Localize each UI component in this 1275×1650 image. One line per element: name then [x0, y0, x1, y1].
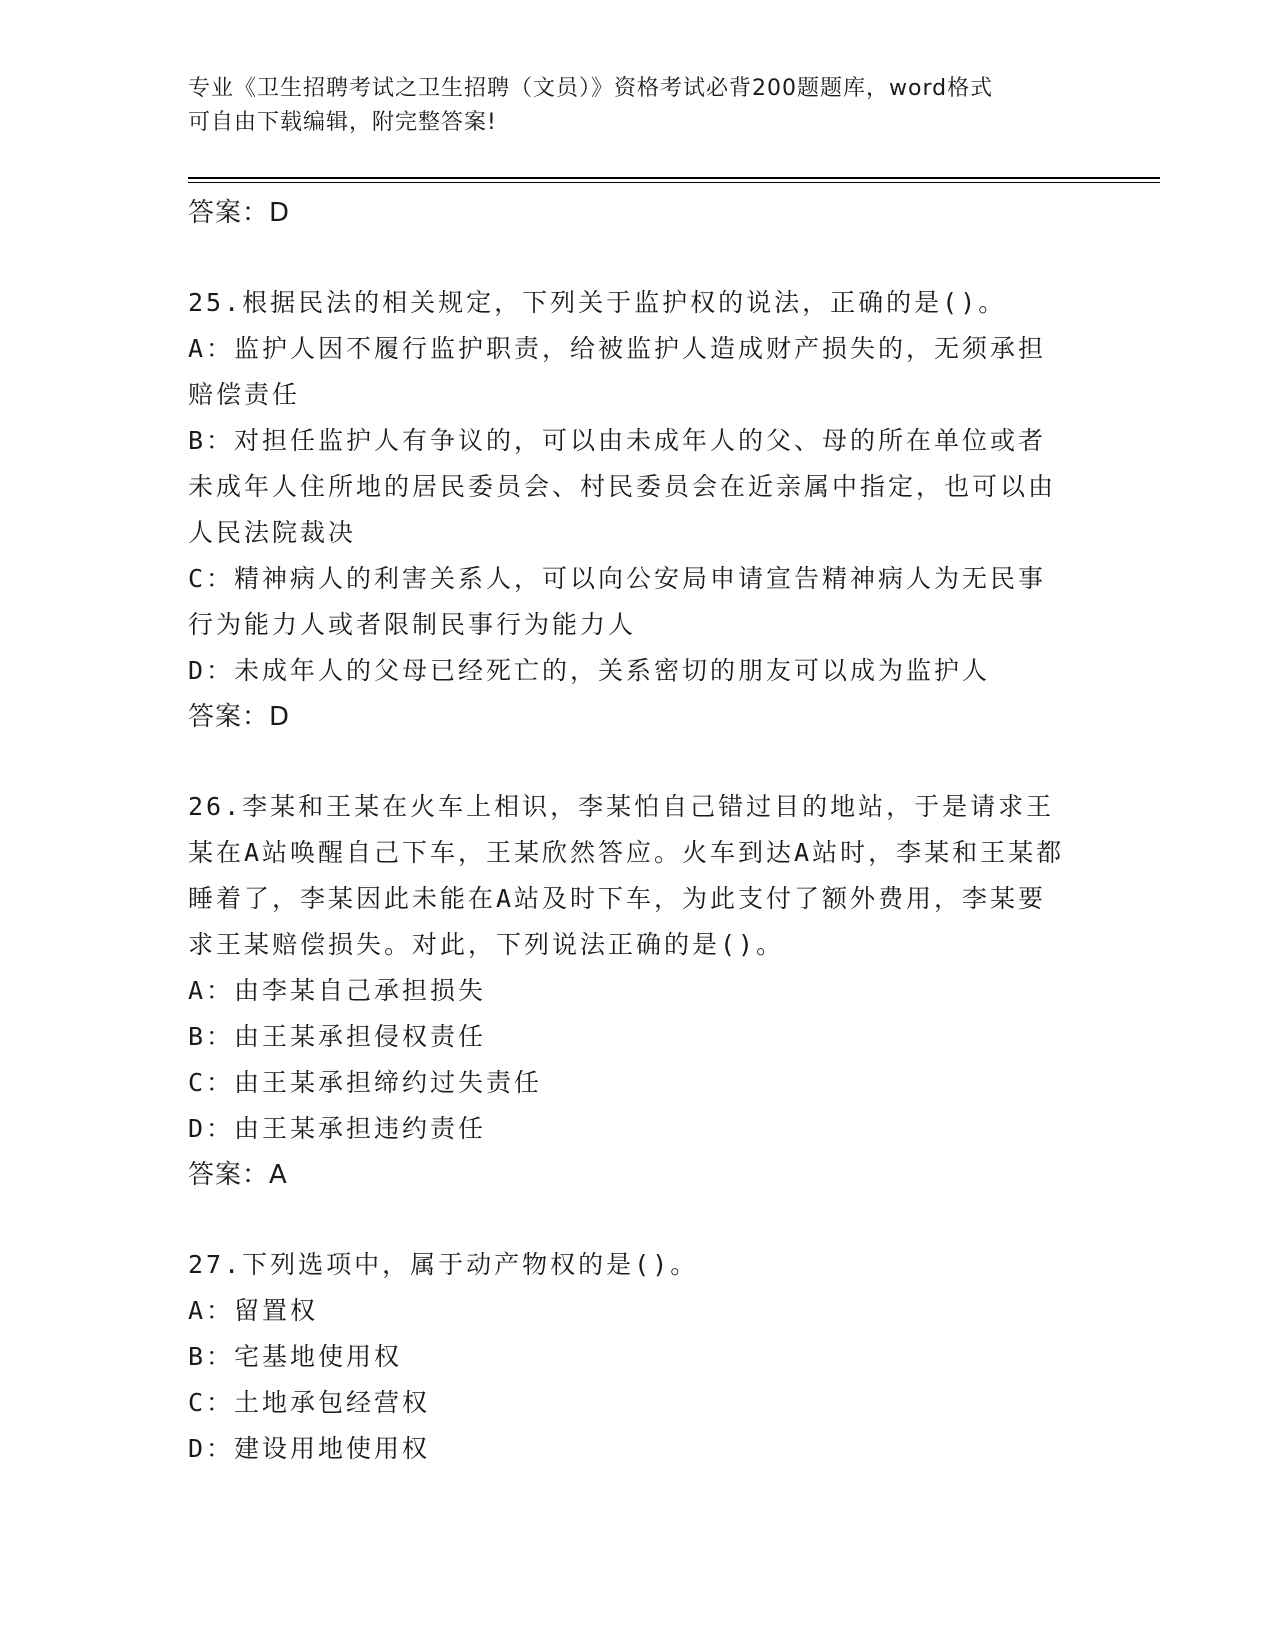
header-title-line-2: 可自由下载编辑，附完整答案!	[188, 110, 497, 135]
option-a: A：监护人因不履行监护职责，给被监护人造成财产损失的，无须承担赔偿责任	[188, 334, 1047, 409]
question-25	[188, 280, 1088, 740]
option-d: D：由王某承担违约责任	[188, 1114, 487, 1143]
option-d: D：未成年人的父母已经死亡的，关系密切的朋友可以成为监护人	[188, 656, 991, 685]
question-stem: 25.根据民法的相关规定，下列关于监护权的说法，正确的是()。	[188, 288, 1007, 317]
question-26	[188, 784, 1088, 1198]
question-stem: 27.下列选项中，属于动产物权的是()。	[188, 1250, 699, 1279]
document-body	[188, 190, 1088, 1472]
option-a: A：留置权	[188, 1296, 319, 1325]
question-stem: 26.李某和王某在火车上相识，李某怕自己错过目的地站，于是请求王某在A站唤醒自己下车，王某欣然答应。火车到达A站时，李某和王某都睡着了，李某因此未能在A站及时下车，为此支付了额外费用，李某要求王某赔偿损失。对此，下列说法正确的是()。	[188, 792, 1065, 959]
option-b: B：宅基地使用权	[188, 1342, 403, 1371]
option-a: A：由李某自己承担损失	[188, 976, 487, 1005]
question-answer: 答案：D	[188, 702, 291, 732]
header-divider-thin	[188, 182, 1160, 183]
question-answer: 答案：A	[188, 1160, 288, 1190]
option-c: C：精神病人的利害关系人，可以向公安局申请宣告精神病人为无民事行为能力人或者限制民事行为能力人	[188, 564, 1047, 639]
question-27	[188, 1242, 1088, 1472]
option-b: B：对担任监护人有争议的，可以由未成年人的父、母的所在单位或者未成年人住所地的居民委员会、村民委员会在近亲属中指定，也可以由人民法院裁决	[188, 426, 1057, 547]
header-divider-thick	[188, 177, 1160, 179]
option-d: D：建设用地使用权	[188, 1434, 431, 1463]
header-title-line-1: 专业《卫生招聘考试之卫生招聘（文员）》资格考试必背200题题库，word格式	[188, 76, 994, 101]
document-header	[188, 72, 1068, 140]
option-b: B：由王某承担侵权责任	[188, 1022, 487, 1051]
option-c: C：土地承包经营权	[188, 1388, 431, 1417]
previous-answer: 答案：D	[188, 198, 291, 228]
option-c: C：由王某承担缔约过失责任	[188, 1068, 543, 1097]
